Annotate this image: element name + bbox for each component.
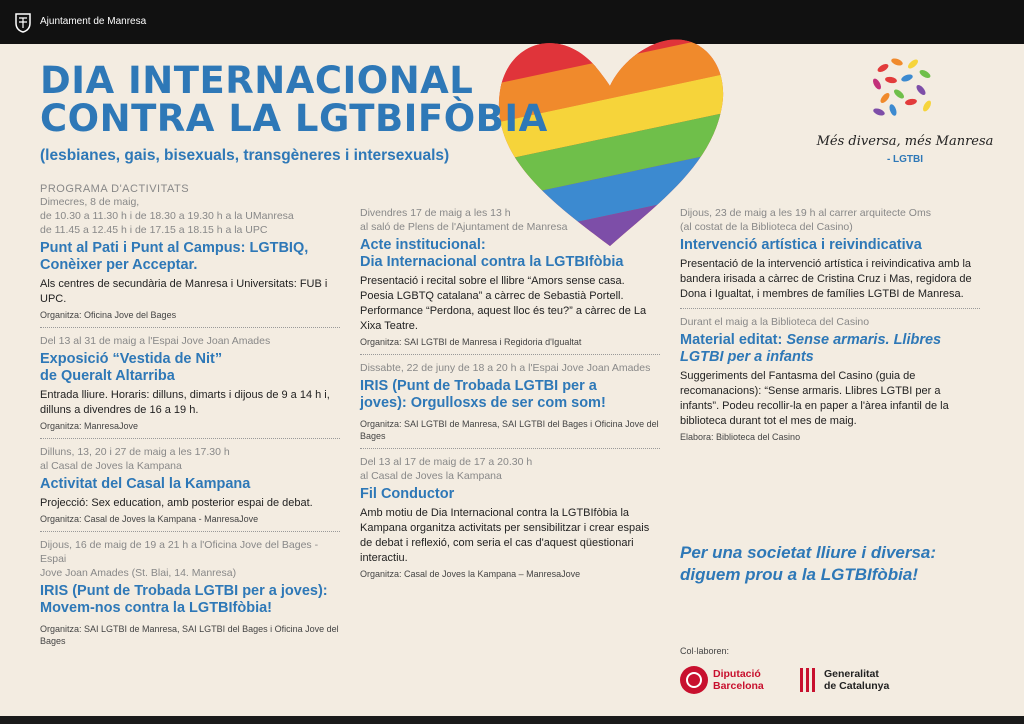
event-6 [360,361,660,442]
event-description: Entrada lliure. Horaris: dilluns, dimarts i dijous de 9 a 14 h i, dilluns a divendres de 16 a 19 h. [40,389,330,416]
event-title: joves): Orgullosxs de ser com som! [360,395,606,411]
slogan-line-2: diguem prou a la LGTBIfòbia! [680,565,918,584]
event-meta: Divendres 17 de maig a les 13 h [360,207,511,219]
event-description: Projecció: Sex education, amb posterior espai de debat. [40,497,313,509]
generalitat-name-2: de Catalunya [824,680,890,692]
event-meta: Del 13 al 31 de maig a l'Espai Jove Joan Amades [40,335,271,347]
diputacio-name-1: Diputació [713,668,761,680]
event-organizer: Organitza: Casal de Joves la Kampana – ManresaJove [360,569,581,579]
event-title: de Queralt Altarriba [40,368,175,384]
event-organizer: Organitza: SAI LGTBI de Manresa, SAI LGTBI del Bages i Oficina Jove del Bages [360,419,659,441]
divider [40,327,340,328]
event-meta: Dimecres, 8 de maig, [40,196,140,208]
event-description: Presentació de la intervenció artística i reivindicativa amb la bandera irisada a càrrec de Cristina Cruz i Mas, regidora de Dona i Igualtat, i membres de famílies LGTBI de Manresa. [680,258,972,300]
event-title: Dia Internacional contra la LGTBIfòbia [360,254,624,270]
event-meta: al Casal de Joves la Kampana [40,460,182,472]
event-organizer: Organitza: ManresaJove [40,421,139,431]
divider [680,308,980,309]
divider [360,354,660,355]
event-organizer: Organitza: SAI LGTBI de Manresa, SAI LGTBI del Bages i Oficina Jove del Bages [40,624,339,646]
title-line-2: CONTRA LA LGTBIFÒBIA [40,97,548,140]
page-subtitle: (lesbianes, gais, bisexuals, transgèneres i intersexuals) [40,147,450,164]
event-organizer: Elabora: Biblioteca del Casino [680,432,801,442]
divider [40,531,340,532]
organization-name: Ajuntament de Manresa [40,16,147,27]
event-organizer: Organitza: Casal de Joves la Kampana - ManresaJove [40,514,259,524]
event-7 [360,455,660,580]
column-1 [40,183,340,647]
event-title: IRIS (Punt de Trobada LGTBI per a [360,378,597,394]
bottom-strip [0,716,1024,724]
page-title [40,59,548,140]
event-meta: al Casal de Joves la Kampana [360,470,502,482]
divider [360,448,660,449]
diputacio-name-2: Barcelona [713,680,764,692]
event-5 [360,206,660,348]
diputacio-emblem-icon [680,666,708,694]
event-title: Intervenció artística i reivindicativa [680,237,922,253]
title-line-1: DIA INTERNACIONAL [40,59,474,102]
event-title: Activitat del Casal la Kampana [40,476,251,492]
slogan-line-1: Per una societat lliure i diversa: [680,543,937,562]
event-title: Punt al Pati i Punt al Campus: LGTBIQ, [40,240,309,256]
event-meta: Del 13 al 17 de maig de 17 a 20.30 h [360,456,533,468]
event-3 [40,445,340,525]
event-2 [40,334,340,432]
event-organizer: Organitza: Oficina Jove del Bages [40,310,177,320]
logo-slogan: Més diversa, més Manresa [816,134,994,149]
event-meta: de 11.45 a 12.45 h i de 17.15 a 18.15 h a la UPC [40,224,268,236]
event-title: Exposició “Vestida de Nit” [40,351,223,367]
column-3 [680,206,980,443]
closing-slogan [680,542,1010,586]
event-description: Suggeriments del Fantasma del Casino (guia de recomanacions): “Sense armaris. Llibres LGTBI per a infants”. Podeu recollir-la en paper a l'àrea infantil de la biblioteca durant tot el mes de maig. [680,370,949,427]
event-1 [40,195,340,321]
event-title: IRIS (Punt de Trobada LGTBI per a joves): [40,583,328,599]
event-title [680,332,980,366]
collaborators-label: Col·laboren: [680,646,730,656]
leaf-cluster-icon [863,50,943,130]
event-description: Als centres de secundària de Manresa i Universitats: FUB i UPC. [40,278,328,305]
event-8 [680,206,980,302]
event-title: Fil Conductor [360,486,455,502]
event-meta: (al costat de la Biblioteca del Casino) [680,221,853,233]
event-meta: Dijous, 23 de maig a les 19 h al carrer arquitecte Oms [680,207,931,219]
generalitat-name-1: Generalitat [824,668,879,680]
event-meta: al saló de Plens de l'Ajuntament de Manresa [360,221,568,233]
column-2 [360,206,660,580]
event-description: Presentació i recital sobre el llibre “Amors sense casa. Poesia LGBTQ catalana” a càrrec de Sebastià Portell. Performance “Perdona, aquest lloc és teu?” a càrrec de La Xixa Teatre. [360,275,647,332]
event-title: Movem-nos contra la LGTBIfòbia! [40,600,273,616]
campaign-logo [815,50,995,170]
generalitat-logo [800,666,910,696]
event-meta: Durant el maig a la Biblioteca del Casino [680,316,870,328]
event-title-italic: Sense armaris. Llibres LGTBI per a infants [680,332,942,365]
event-meta: Dissabte, 22 de juny de 18 a 20 h a l'Espai Jove Joan Amades [360,362,651,374]
divider [40,438,340,439]
event-title: Conèixer per Acceptar. [40,257,198,273]
event-description: Amb motiu de Dia Internacional contra la LGTBIfòbia la Kampana organitza activitats per sensibilitzar i crear espais de debat i reflexió, com seria el cas d'aquest qüestionari interactiu. [360,507,650,564]
event-4 [40,538,340,647]
diputacio-logo [680,666,780,696]
program-label: PROGRAMA D'ACTIVITATS [40,183,190,195]
event-meta: de 10.30 a 11.30 h i de 18.30 a 19.30 h a la UManresa [40,210,294,222]
event-organizer: Organitza: SAI LGTBI de Manresa i Regidoria d'Igualtat [360,337,582,347]
logo-tag: - LGTBI [886,154,924,165]
event-title-plain: Material editat: [680,332,787,348]
senyera-stripes-icon [800,668,818,692]
event-meta: Jove Joan Amades (St. Blai, 14. Manresa) [40,567,237,579]
event-9 [680,315,980,443]
city-crest-icon [12,11,34,33]
event-meta: Dijous, 16 de maig de 19 a 21 h a l'Oficina Jove del Bages - Espai [40,539,319,565]
event-title: Acte institucional: [360,237,486,253]
event-meta: Dilluns, 13, 20 i 27 de maig a les 17.30 h [40,446,230,458]
